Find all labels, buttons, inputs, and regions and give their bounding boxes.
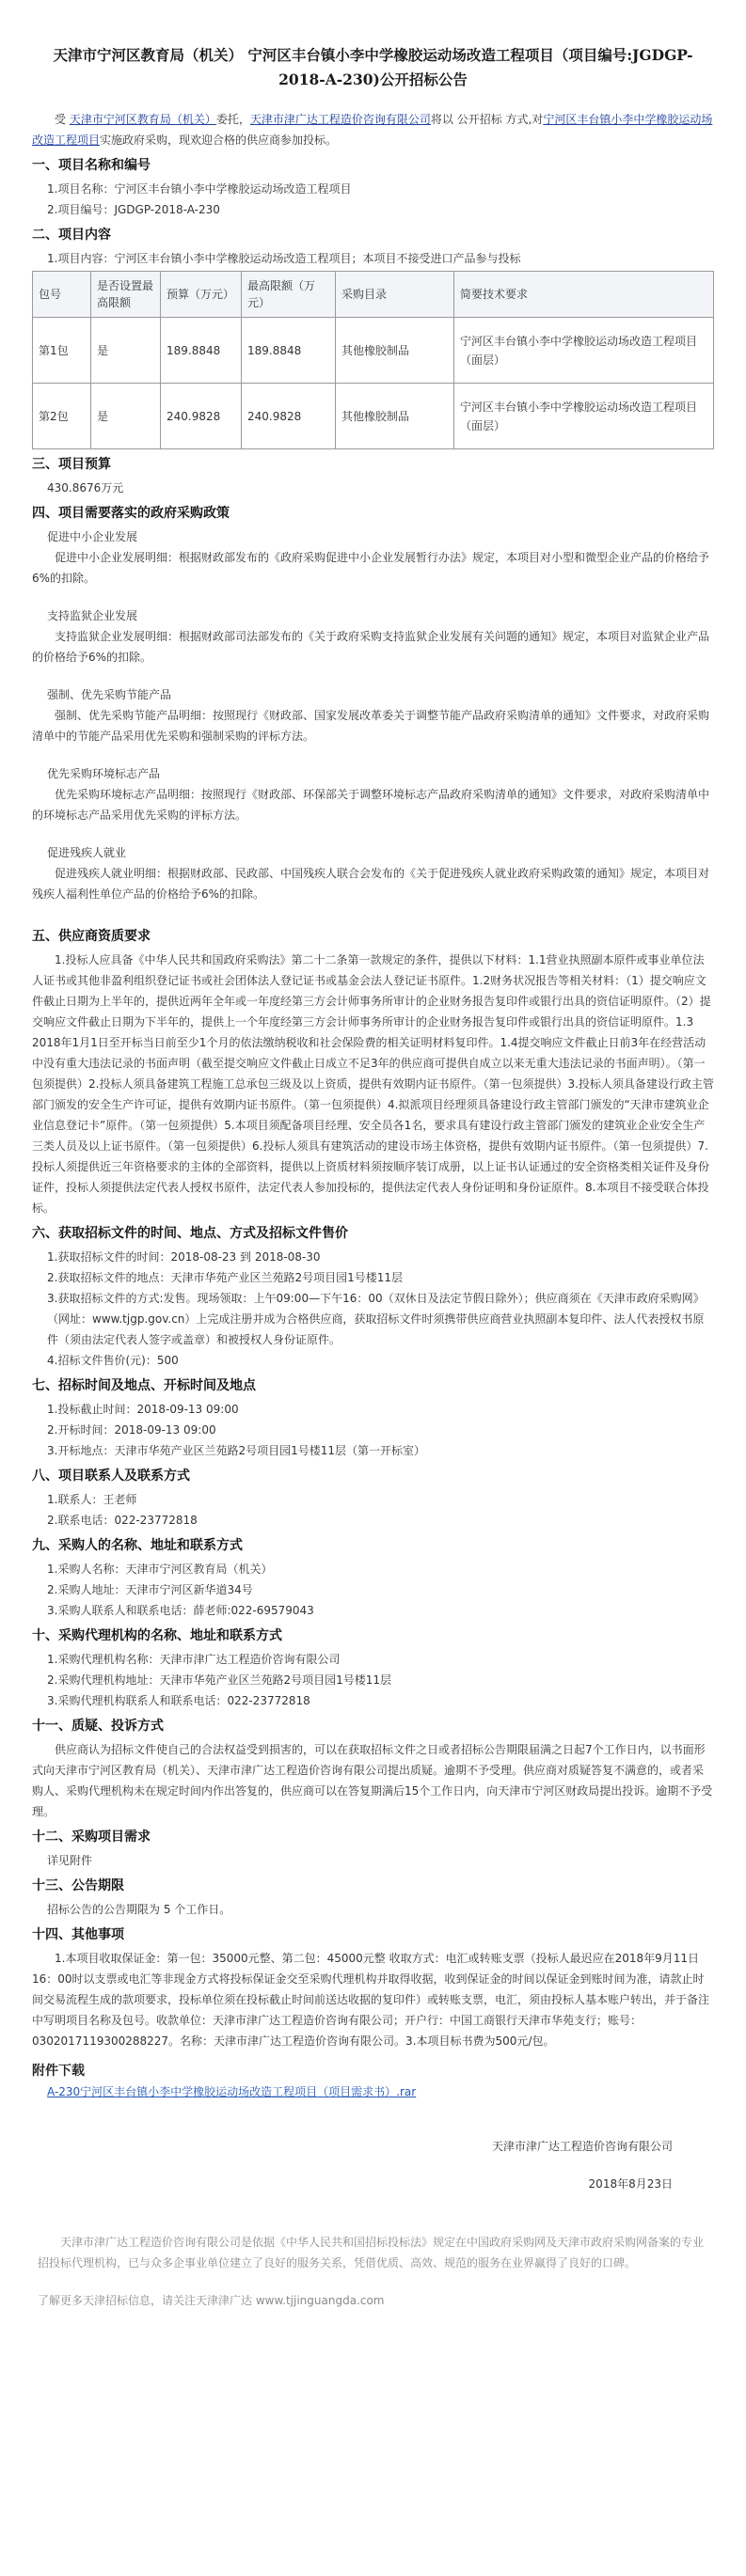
other-matters-text: 1.本项目收取保证金：第一包：35000元整、第二包：45000元整 收取方式：电汇或转账支票（投标人最迟应在2018年9月11日16：00时以支票或电汇等非现金方式将投标保证金交至采购代理机构并取得收据，收到保证金的时间以保证金到账时间为准，请款止时间交易流程生成的款项要求，投标单位须在投标截止时间前送达收据的复印件）或转账支票，电汇，须由投标人基本账户转出，并于备注中写明项目名称及包号。收款单位：天津市津广达工程造价咨询有限公司；开户行：中国工商银行天津市华苑支行；账号：0302017119300288227。名称：天津市津广达工程造价咨询有限公司。3.本项目标书费为500元/包。 [32,1952,710,2048]
qualification-text: 1.投标人应具备《中华人民共和国政府采购法》第二十二条第一款规定的条件，提供以下材料：1.1营业执照副本原件或事业单位法人证书或其他非盈利组织登记证书或社会团体法人登记证书或基金会法人登记证书原件。1.2财务状况报告等相关材料：（1）提交响应文件截止日期为上半年的，提供近两年全年或一年度经第三方会计师事务所审计的企业财务报告复印件或银行出具的资信证明原件。（2）提交响应文件截止日期为下半年的，提供上一个年度经第三方会计师事务所审计的企业财务报告复印件或银行出具的资信证明原件。1.3 2018年1月1日至开标当日前至少1个月的依法缴纳税收和社会保险费的相关证明材料复印件。1.4提交响应文件截止日前3年在经营活动中没有重大违法记录的书面声明（截至提交响应文件截止日成立不足3年的供应商可提供自成立以来无重大违法记录的书面声明）。（第一包须提供）2.投标人须具备建筑工程施工总承包三级及以上资质，提供有效期内证书原件。（第一包须提供）3.投标人须具备建设行政主管部门颁发的安全生产许可证，提供有效期内证书原件。（第一包须提供）4.拟派项目经理须具备建设行政主管部门颁发的“天津市建筑业企业信息登记卡”原件。（第一包须提供）5.本项目须配备项目经理、安全员各1名，要求具有建设行政主管部门颁发的建筑业企业安全生产三类人员及以上证书原件。（第一包须提供）6.投标人须具有建筑活动的建设市场主体资格，提供有效期内证书原件。（第一包须提供）7.投标人须提供近三年资格要求的主体的全部资料，提供以上资质材料须按顺序装订成册，以上证书认证通过的安全资格类相关证件及身份证件，投标人须提供法定代表人授权书原件，法定代表人参加投标的，提供法定代表人身份证明和身份证原件。8.本项目不接受联合体投标。 [32,953,714,1215]
footer-link[interactable]: 了解更多天津招标信息，请关注天津津广达 www.tjjinguangda.com [38,2294,385,2307]
table-cell: 240.9828 [161,384,242,449]
package-table [32,271,714,449]
doc-place-line: 2.获取招标文件的地点：天津市华苑产业区兰苑路2号项目园1号楼11层 [47,1271,403,1284]
table-row [33,384,714,449]
project-content-line: 1.项目内容：宁河区丰台镇小李中学橡胶运动场改造工程项目；本项目不接受进口产品参与投标 [47,252,521,265]
policy-title: 强制、优先采购节能产品 [47,688,172,701]
signature-org: 天津市津广达工程造价咨询有限公司 [491,2140,673,2153]
section-heading: 十四、其他事项 [32,1927,124,1942]
policy-text: 支持监狱企业发展明细：根据财政部司法部发布的《关于政府采购支持监狱企业发展有关问题的通知》规定，本项目对监狱企业产品的价格给予6%的扣除。 [32,630,710,664]
table-cell: 240.9828 [242,384,336,449]
policy-text: 促进中小企业发展明细：根据财政部发布的《政府采购促进中小企业发展暂行办法》规定，本项目对小型和微型企业产品的价格给予6%的扣除。 [32,551,710,585]
table-cell: 第2包 [33,384,91,449]
policy-text: 促进残疾人就业明细：根据财政部、民政部、中国残疾人联合会发布的《关于促进残疾人就业政府采购政策的通知》规定，本项目对残疾人福利性单位产品的价格给予6%的扣除。 [32,867,710,901]
section-heading: 五、供应商资质要求 [32,929,151,944]
table-header: 包号 [33,272,91,318]
section-heading: 六、获取招标文件的时间、地点、方式及招标文件售价 [32,1226,348,1241]
policy-text: 优先采购环境标志产品明细：按照现行《财政部、环保部关于调整环境标志产品政府采购清单的通知》文件要求，对政府采购清单中的环境标志产品采用优先采购的评标方法。 [32,788,710,822]
intro-text: 实施政府采购，现欢迎合格的供应商参加投标。 [100,134,338,147]
policy-text: 强制、优先采购节能产品明细：按照现行《财政部、国家发展改革委关于调整节能产品政府采购清单的通知》文件要求，对政府采购清单中的节能产品采用优先采购和强制采购的评标方法。 [32,709,710,743]
attachment-heading: 附件下载 [32,2064,85,2079]
policy-title: 优先采购环境标志产品 [47,767,161,780]
section-heading: 七、招标时间及地点、开标时间及地点 [32,1378,256,1393]
agency-contact-line: 3.采购代理机构联系人和联系电话：022-23772818 [47,1694,310,1707]
policy-title: 促进中小企业发展 [47,530,138,543]
budget-value: 430.8676万元 [47,481,124,495]
project-name: 宁河区丰台镇小李中学橡胶运动场改造工程项目 [32,113,713,147]
section-heading: 十三、公告期限 [32,1878,124,1893]
attachment-download-link[interactable]: A-230宁河区丰台镇小李中学橡胶运动场改造工程项目（项目需求书）.rar [47,2085,417,2098]
table-cell: 宁河区丰台镇小李中学橡胶运动场改造工程项目（面层） [454,384,714,449]
contact-name-line: 1.联系人：王老师 [47,1493,137,1506]
intro-text: 将以 公开招标 方式,对 [430,113,544,126]
table-cell: 是 [91,318,161,384]
buyer-name-line: 1.采购人名称：天津市宁河区教育局（机关） [47,1563,273,1576]
deadline-line: 1.投标截止时间：2018-09-13 09:00 [47,1403,239,1416]
notice-period-line: 招标公告的公告期限为 5 个工作日。 [47,1903,231,1916]
policy-title: 促进残疾人就业 [47,846,127,859]
table-row [33,318,714,384]
table-cell: 其他橡胶制品 [336,384,454,449]
section-heading: 十二、采购项目需求 [32,1830,151,1845]
table-cell: 第1包 [33,318,91,384]
signature-date: 2018年8月23日 [588,2177,673,2191]
intro-text: 委托， [215,113,250,126]
project-name-line: 1.项目名称：宁河区丰台镇小李中学橡胶运动场改造工程项目 [47,182,352,196]
table-header: 是否设置最高限额 [91,272,161,318]
project-code-line: 2.项目编号：JGDGP-2018-A-230 [47,203,220,216]
buyer-name: 天津市宁河区教育局（机关） [69,113,216,126]
table-header: 最高限额（万元） [242,272,336,318]
doc-price-line: 4.招标文件售价(元)：500 [47,1354,179,1367]
table-cell: 189.8848 [242,318,336,384]
table-cell: 189.8848 [161,318,242,384]
section-heading: 十、采购代理机构的名称、地址和联系方式 [32,1628,282,1643]
section-heading: 四、项目需要落实的政府采购政策 [32,506,230,521]
page-title: 天津市宁河区教育局（机关） 宁河区丰台镇小李中学橡胶运动场改造工程项目（项目编号:JGDGP-2018-A-230)公开招标公告 [53,46,693,88]
section-heading: 十一、质疑、投诉方式 [32,1719,164,1734]
table-cell: 其他橡胶制品 [336,318,454,384]
doc-method-line: 3.获取招标文件的方式:发售。现场领取：上午09:00—下午16：00（双休日及法定节假日除外）；供应商须在《天津市政府采购网》（网址：www.tjgp.gov.cn）上完成注册并成为合格供应商，获取招标文件时须携带供应商营业执照副本复印件、法人代表授权书原件（须由法定代表人签字或盖章）和被授权人身份证原件。 [47,1292,705,1346]
section-heading: 八、项目联系人及联系方式 [32,1469,190,1484]
agency-name-line: 1.采购代理机构名称：天津市津广达工程造价咨询有限公司 [47,1653,341,1666]
buyer-contact-line: 3.采购人联系人和联系电话：薛老师:022-69579043 [47,1604,314,1617]
section-heading: 二、项目内容 [32,228,111,243]
buyer-address-line: 2.采购人地址：天津市宁河区新华道34号 [47,1583,253,1596]
table-header: 简要技术要求 [454,272,714,318]
complaint-text: 供应商认为招标文件使自己的合法权益受到损害的，可以在获取招标文件之日或者招标公告期限届满之日起7个工作日内，以书面形式向天津市宁河区教育局（机关）、天津市津广达工程造价咨询有限公司提出质疑。逾期不予受理。供应商对质疑答复不满意的，或者采购人、采购代理机构未在规定时间内作出答复的，供应商可以在答复期满后15个工作日内，向天津市宁河区财政局提出投诉。逾期不予受理。 [32,1743,713,1818]
contact-phone-line: 2.联系电话：022-23772818 [47,1514,198,1527]
table-cell: 是 [91,384,161,449]
agency-address-line: 2.采购代理机构地址：天津市华苑产业区兰苑路2号项目园1号楼11层 [47,1673,391,1687]
section-heading: 九、采购人的名称、地址和联系方式 [32,1538,243,1553]
intro-paragraph [32,109,714,150]
table-cell: 宁河区丰台镇小李中学橡胶运动场改造工程项目（面层） [454,318,714,384]
footer-note: 天津市津广达工程造价咨询有限公司是依据《中华人民共和国招标投标法》规定在中国政府采购网及天津市政府采购网备案的专业招投标代理机构，已与众多企事业单位建立了良好的服务关系，凭借优质、高效、规范的服务在业界赢得了良好的口碑。 [38,2236,705,2270]
intro-text: 受 [55,113,67,126]
policy-title: 支持监狱企业发展 [47,609,138,622]
doc-time-line: 1.获取招标文件的时间：2018-08-23 到 2018-08-30 [47,1250,321,1264]
table-header-row [33,272,714,318]
opening-time-line: 2.开标时间：2018-09-13 09:00 [47,1423,216,1437]
opening-place-line: 3.开标地点：天津市华苑产业区兰苑路2号项目园1号楼11层（第一开标室） [47,1444,425,1457]
table-header: 预算（万元） [161,272,242,318]
section-heading: 一、项目名称和编号 [32,158,151,173]
section-heading: 三、项目预算 [32,457,111,472]
requirement-line: 详见附件 [47,1854,93,1867]
agency-name: 天津市津广达工程造价咨询有限公司 [249,113,431,126]
table-header: 采购目录 [336,272,454,318]
